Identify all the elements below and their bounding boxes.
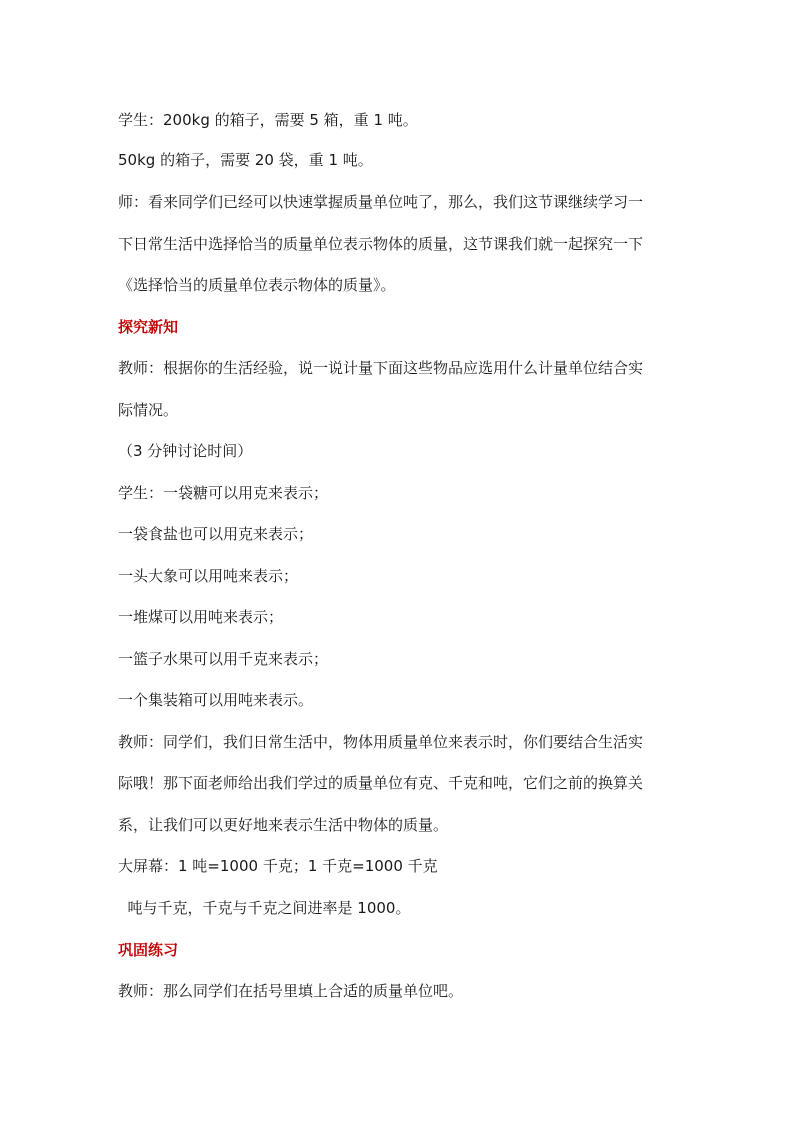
paragraph-container: 一个集装箱可以用吨来表示。 [118, 691, 314, 709]
paragraph-teacher-summary-line-3: 系，让我们可以更好地来表示生活中物体的质量。 [118, 816, 449, 834]
paragraph-lesson-title: 《选择恰当的质量单位表示物体的质量》。 [118, 276, 396, 294]
paragraph-elephant: 一头大象可以用吨来表示； [118, 567, 299, 585]
paragraph-teacher-question-line-1: 教师：根据你的生活经验，说一说计量下面这些物品应选用什么计量单位结合实 [118, 359, 644, 377]
paragraph-student-sugar: 学生：一袋糖可以用克来表示； [118, 484, 329, 502]
paragraph-student-answer-1: 学生：200kg 的箱子，需要 5 箱，重 1 吨。 [118, 111, 418, 129]
paragraph-teacher-summary-line-2: 际哦！那下面老师给出我们学过的质量单位有克、千克和吨，它们之前的换算关 [118, 774, 644, 792]
paragraph-conversion-rate: 吨与千克，千克与千克之间进率是 1000。 [118, 899, 411, 917]
paragraph-coal: 一堆煤可以用吨来表示； [118, 608, 284, 626]
paragraph-teacher-question-line-2: 际情况。 [118, 401, 179, 419]
paragraph-teacher-summary-line-1: 教师：同学们，我们日常生活中，物体用质量单位来表示时，你们要结合生活实 [118, 733, 644, 751]
paragraph-discussion-time: （3 分钟讨论时间） [118, 442, 253, 460]
paragraph-salt: 一袋食盐也可以用克来表示； [118, 525, 314, 543]
paragraph-teacher-intro-line-2: 下日常生活中选择恰当的质量单位表示物体的质量，这节课我们就一起探究一下 [118, 235, 644, 253]
paragraph-student-answer-2: 50kg 的箱子，需要 20 袋，重 1 吨。 [118, 151, 373, 169]
paragraph-fruit: 一篮子水果可以用千克来表示； [118, 650, 329, 668]
paragraph-big-screen: 大屏幕：1 吨=1000 千克；1 千克=1000 千克 [118, 857, 438, 875]
paragraph-teacher-exercise: 教师：那么同学们在括号里填上合适的质量单位吧。 [118, 982, 464, 1000]
paragraph-teacher-intro-line-1: 师：看来同学们已经可以快速掌握质量单位吨了，那么，我们这节课继续学习一 [118, 193, 644, 211]
section-heading-practice: 巩固练习 [118, 941, 179, 959]
section-heading-explore: 探究新知 [118, 318, 179, 336]
